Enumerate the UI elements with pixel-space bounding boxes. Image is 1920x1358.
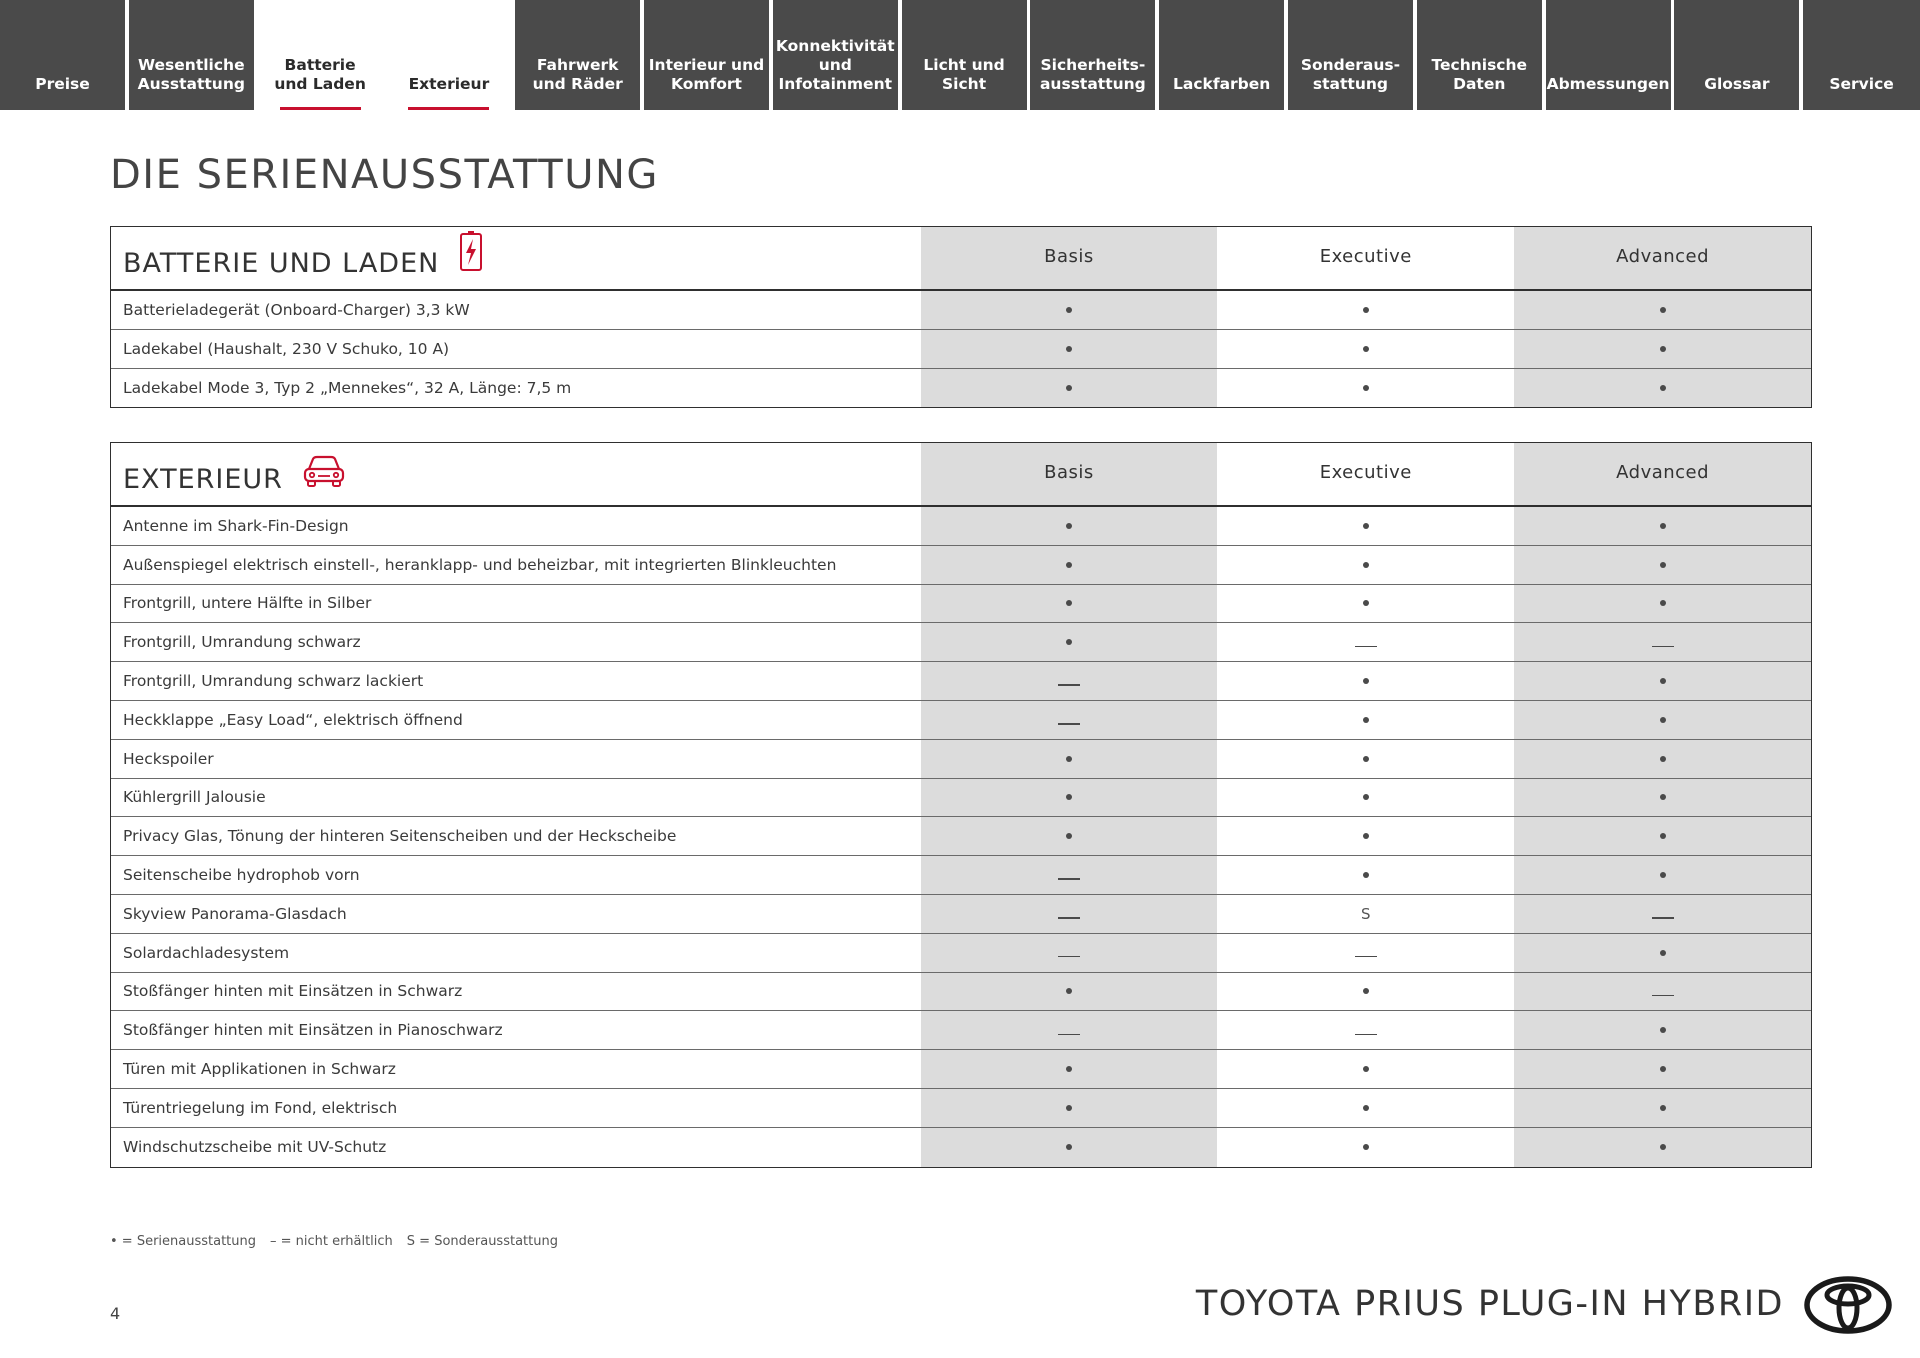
- table-row: [111, 1089, 1811, 1128]
- availability-cell-basis: [921, 817, 1218, 855]
- availability-cell-basis: [921, 662, 1218, 700]
- availability-cell-executive: [1217, 623, 1514, 661]
- table-row: [111, 369, 1811, 408]
- availability-cell-executive: [1217, 546, 1514, 584]
- table-row: [111, 973, 1811, 1012]
- standard-dot-icon: [1363, 756, 1369, 762]
- standard-dot-icon: [1363, 346, 1369, 352]
- standard-dot-icon: [1363, 794, 1369, 800]
- feature-label: Stoßfänger hinten mit Einsätzen in Pianoschwarz: [123, 1021, 503, 1040]
- nav-tab[interactable]: Interieur und Komfort: [644, 0, 769, 110]
- feature-label: Frontgrill, Umrandung schwarz: [123, 633, 361, 652]
- section-heading: [111, 227, 921, 289]
- standard-dot-icon: [1363, 600, 1369, 606]
- feature-label: Türen mit Applikationen in Schwarz: [123, 1060, 396, 1079]
- table-row: [111, 585, 1811, 624]
- standard-dot-icon: [1660, 385, 1666, 391]
- availability-cell-advanced: [1514, 779, 1811, 817]
- standard-dot-icon: [1363, 1066, 1369, 1072]
- standard-dot-icon: [1660, 678, 1666, 684]
- section-title: BATTERIE UND LADEN: [123, 248, 440, 279]
- standard-dot-icon: [1066, 346, 1072, 352]
- availability-cell-advanced: [1514, 740, 1811, 778]
- availability-cell-advanced: [1514, 330, 1811, 368]
- availability-cell-basis: [921, 934, 1218, 972]
- availability-cell-basis: [921, 1089, 1218, 1127]
- standard-dot-icon: [1066, 794, 1072, 800]
- standard-dot-icon: [1066, 562, 1072, 568]
- availability-cell-advanced: [1514, 507, 1811, 545]
- feature-label: Frontgrill, Umrandung schwarz lackiert: [123, 672, 424, 691]
- availability-cell-basis: [921, 1128, 1218, 1167]
- availability-cell-advanced: [1514, 369, 1811, 408]
- not-available-dash-icon: [1652, 646, 1674, 648]
- availability-cell-advanced: [1514, 856, 1811, 894]
- standard-dot-icon: [1660, 1105, 1666, 1111]
- availability-cell-executive: [1217, 701, 1514, 739]
- availability-cell-advanced: [1514, 1011, 1811, 1049]
- not-available-dash-icon: [1058, 684, 1080, 686]
- exterior-spec-table: [110, 442, 1812, 1168]
- feature-label: Ladekabel Mode 3, Typ 2 „Mennekes“, 32 A, Länge: 7,5 m: [123, 378, 572, 397]
- standard-dot-icon: [1660, 1144, 1666, 1150]
- table-header: [111, 227, 1811, 291]
- top-navigation: [0, 0, 1920, 110]
- legend-optional: S = Sonderausstattung: [406, 1234, 558, 1249]
- standard-dot-icon: [1660, 717, 1666, 723]
- availability-cell-executive: [1217, 330, 1514, 368]
- availability-cell-basis: [921, 585, 1218, 623]
- nav-tab[interactable]: Fahrwerk und Räder: [515, 0, 640, 110]
- availability-cell-executive: [1217, 585, 1514, 623]
- availability-cell-executive: [1217, 1050, 1514, 1088]
- standard-dot-icon: [1660, 346, 1666, 352]
- standard-dot-icon: [1363, 1105, 1369, 1111]
- grade-advanced: Advanced: [1514, 227, 1811, 289]
- availability-cell-advanced: [1514, 701, 1811, 739]
- availability-cell-basis: [921, 507, 1218, 545]
- feature-label: Antenne im Shark-Fin-Design: [123, 516, 349, 535]
- standard-dot-icon: [1363, 678, 1369, 684]
- availability-cell-advanced: [1514, 623, 1811, 661]
- nav-tab[interactable]: Preise: [0, 0, 125, 110]
- availability-cell-basis: [921, 779, 1218, 817]
- standard-dot-icon: [1660, 523, 1666, 529]
- standard-dot-icon: [1363, 385, 1369, 391]
- feature-label: Skyview Panorama-Glasdach: [123, 904, 347, 923]
- grade-advanced: Advanced: [1514, 443, 1811, 505]
- table-body: [111, 507, 1811, 1167]
- legend-not-available: – = nicht erhältlich: [270, 1234, 393, 1249]
- feature-label: Frontgrill, untere Hälfte in Silber: [123, 594, 372, 613]
- not-available-dash-icon: [1652, 995, 1674, 997]
- table-row: [111, 1011, 1811, 1050]
- standard-dot-icon: [1066, 833, 1072, 839]
- availability-cell-executive: [1217, 291, 1514, 329]
- availability-cell-executive: [1217, 740, 1514, 778]
- availability-cell-executive: [1217, 369, 1514, 408]
- feature-label: Solardachladesystem: [123, 943, 290, 962]
- table-row: [111, 740, 1811, 779]
- not-available-dash-icon: [1058, 1034, 1080, 1036]
- table-row: [111, 1128, 1811, 1167]
- availability-cell-advanced: [1514, 934, 1811, 972]
- availability-cell-advanced: [1514, 546, 1811, 584]
- table-row: [111, 291, 1811, 330]
- table-row: [111, 779, 1811, 818]
- standard-dot-icon: [1660, 307, 1666, 313]
- availability-cell-executive: [1217, 1011, 1514, 1049]
- not-available-dash-icon: [1058, 878, 1080, 880]
- not-available-dash-icon: [1058, 956, 1080, 958]
- availability-cell-advanced: [1514, 291, 1811, 329]
- car-front-icon: [303, 454, 345, 495]
- feature-label: Türentriegelung im Fond, elektrisch: [123, 1098, 398, 1117]
- battery-charging-icon: [459, 230, 483, 279]
- feature-label: Heckspoiler: [123, 749, 214, 768]
- standard-dot-icon: [1660, 562, 1666, 568]
- nav-tab[interactable]: Licht und Sicht: [902, 0, 1027, 110]
- availability-cell-advanced: [1514, 817, 1811, 855]
- standard-dot-icon: [1363, 307, 1369, 313]
- feature-label: Heckklappe „Easy Load“, elektrisch öffnend: [123, 710, 463, 729]
- not-available-dash-icon: [1058, 723, 1080, 725]
- table-row: [111, 817, 1811, 856]
- standard-dot-icon: [1066, 307, 1072, 313]
- availability-cell-executive: [1217, 856, 1514, 894]
- toyota-logo-icon: [1804, 1276, 1892, 1338]
- availability-cell-basis: [921, 701, 1218, 739]
- not-available-dash-icon: [1355, 1034, 1377, 1036]
- table-row: [111, 856, 1811, 895]
- availability-cell-executive: [1217, 662, 1514, 700]
- availability-cell-executive: [1217, 779, 1514, 817]
- availability-cell-basis: [921, 369, 1218, 408]
- optional-mark: S: [1361, 904, 1371, 923]
- table-row: [111, 507, 1811, 546]
- standard-dot-icon: [1660, 1027, 1666, 1033]
- standard-dot-icon: [1066, 1105, 1072, 1111]
- page-title: DIE SERIENAUSSTATTUNG: [110, 152, 659, 198]
- availability-cell-advanced: [1514, 1128, 1811, 1167]
- table-row: [111, 934, 1811, 973]
- feature-label: Stoßfänger hinten mit Einsätzen in Schwarz: [123, 982, 463, 1001]
- legend-standard: • = Serienausstattung: [110, 1234, 257, 1249]
- availability-cell-basis: [921, 291, 1218, 329]
- availability-cell-basis: [921, 740, 1218, 778]
- table-row: [111, 662, 1811, 701]
- feature-label: Privacy Glas, Tönung der hinteren Seitenscheiben und der Heckscheibe: [123, 827, 677, 846]
- standard-dot-icon: [1066, 600, 1072, 606]
- nav-tab[interactable]: Sonderaus- stattung: [1288, 0, 1413, 110]
- availability-cell-basis: [921, 1050, 1218, 1088]
- standard-dot-icon: [1066, 385, 1072, 391]
- nav-tab[interactable]: Lackfarben: [1159, 0, 1284, 110]
- availability-cell-executive: [1217, 1128, 1514, 1167]
- standard-dot-icon: [1660, 833, 1666, 839]
- brand-model-name: TOYOTA PRIUS PLUG-IN HYBRID: [1195, 1284, 1784, 1324]
- grade-executive: Executive: [1319, 461, 1412, 483]
- nav-tab[interactable]: Service: [1803, 0, 1920, 110]
- nav-tab[interactable]: Wesentliche Ausstattung: [129, 0, 254, 110]
- not-available-dash-icon: [1355, 646, 1377, 648]
- standard-dot-icon: [1066, 1144, 1072, 1150]
- nav-tab[interactable]: Konnektivität und Infotainment: [773, 0, 898, 110]
- not-available-dash-icon: [1355, 956, 1377, 958]
- feature-label: Seitenscheibe hydrophob vorn: [123, 866, 360, 885]
- standard-dot-icon: [1660, 872, 1666, 878]
- nav-tab[interactable]: Sicherheits- ausstattung: [1030, 0, 1155, 110]
- page-number: 4: [110, 1304, 121, 1323]
- standard-dot-icon: [1363, 833, 1369, 839]
- standard-dot-icon: [1660, 756, 1666, 762]
- availability-cell-executive: [1217, 934, 1514, 972]
- nav-tab[interactable]: Abmessungen: [1546, 0, 1671, 110]
- table-row: [111, 623, 1811, 662]
- nav-tab[interactable]: Technische Daten: [1417, 0, 1542, 110]
- standard-dot-icon: [1363, 872, 1369, 878]
- feature-label: Kühlergrill Jalousie: [123, 788, 266, 807]
- standard-dot-icon: [1363, 523, 1369, 529]
- availability-cell-advanced: [1514, 1089, 1811, 1127]
- availability-cell-basis: [921, 895, 1218, 933]
- standard-dot-icon: [1660, 600, 1666, 606]
- table-row: [111, 895, 1811, 934]
- availability-cell-advanced: [1514, 662, 1811, 700]
- availability-cell-advanced: [1514, 585, 1811, 623]
- availability-cell-executive: [1217, 895, 1514, 933]
- legend: [110, 1234, 558, 1249]
- table-body: [111, 291, 1811, 407]
- availability-cell-executive: [1217, 1089, 1514, 1127]
- standard-dot-icon: [1066, 988, 1072, 994]
- standard-dot-icon: [1363, 988, 1369, 994]
- nav-tab[interactable]: Batterie und Laden: [258, 0, 383, 110]
- standard-dot-icon: [1066, 523, 1072, 529]
- availability-cell-basis: [921, 330, 1218, 368]
- grade-basis: Basis: [921, 443, 1218, 505]
- feature-label: Außenspiegel elektrisch einstell-, heranklapp- und beheizbar, mit integrierten Blinkleuchten: [123, 555, 837, 574]
- feature-label: Ladekabel (Haushalt, 230 V Schuko, 10 A): [123, 339, 450, 358]
- availability-cell-advanced: [1514, 1050, 1811, 1088]
- availability-cell-basis: [921, 1011, 1218, 1049]
- availability-cell-basis: [921, 856, 1218, 894]
- availability-cell-basis: [921, 546, 1218, 584]
- section-title: EXTERIEUR: [123, 464, 283, 495]
- availability-cell-basis: [921, 973, 1218, 1011]
- table-row: [111, 330, 1811, 369]
- table-row: [111, 546, 1811, 585]
- table-row: [111, 1050, 1811, 1089]
- grade-executive: Executive: [1319, 245, 1412, 267]
- availability-cell-advanced: [1514, 973, 1811, 1011]
- standard-dot-icon: [1066, 1066, 1072, 1072]
- availability-cell-basis: [921, 623, 1218, 661]
- battery-spec-table: [110, 226, 1812, 408]
- nav-tab[interactable]: Glossar: [1674, 0, 1799, 110]
- standard-dot-icon: [1363, 1144, 1369, 1150]
- section-heading: [111, 443, 921, 505]
- standard-dot-icon: [1066, 639, 1072, 645]
- availability-cell-executive: [1217, 507, 1514, 545]
- standard-dot-icon: [1363, 717, 1369, 723]
- standard-dot-icon: [1066, 756, 1072, 762]
- table-header: [111, 443, 1811, 507]
- standard-dot-icon: [1660, 1066, 1666, 1072]
- availability-cell-executive: [1217, 973, 1514, 1011]
- standard-dot-icon: [1660, 794, 1666, 800]
- table-row: [111, 701, 1811, 740]
- standard-dot-icon: [1660, 950, 1666, 956]
- feature-label: Batterieladegerät (Onboard-Charger) 3,3 kW: [123, 300, 470, 319]
- grade-basis: Basis: [921, 227, 1218, 289]
- feature-label: Windschutzscheibe mit UV-Schutz: [123, 1138, 387, 1157]
- availability-cell-executive: [1217, 817, 1514, 855]
- standard-dot-icon: [1363, 562, 1369, 568]
- not-available-dash-icon: [1652, 917, 1674, 919]
- availability-cell-advanced: [1514, 895, 1811, 933]
- not-available-dash-icon: [1058, 917, 1080, 919]
- nav-tab[interactable]: Exterieur: [386, 0, 511, 110]
